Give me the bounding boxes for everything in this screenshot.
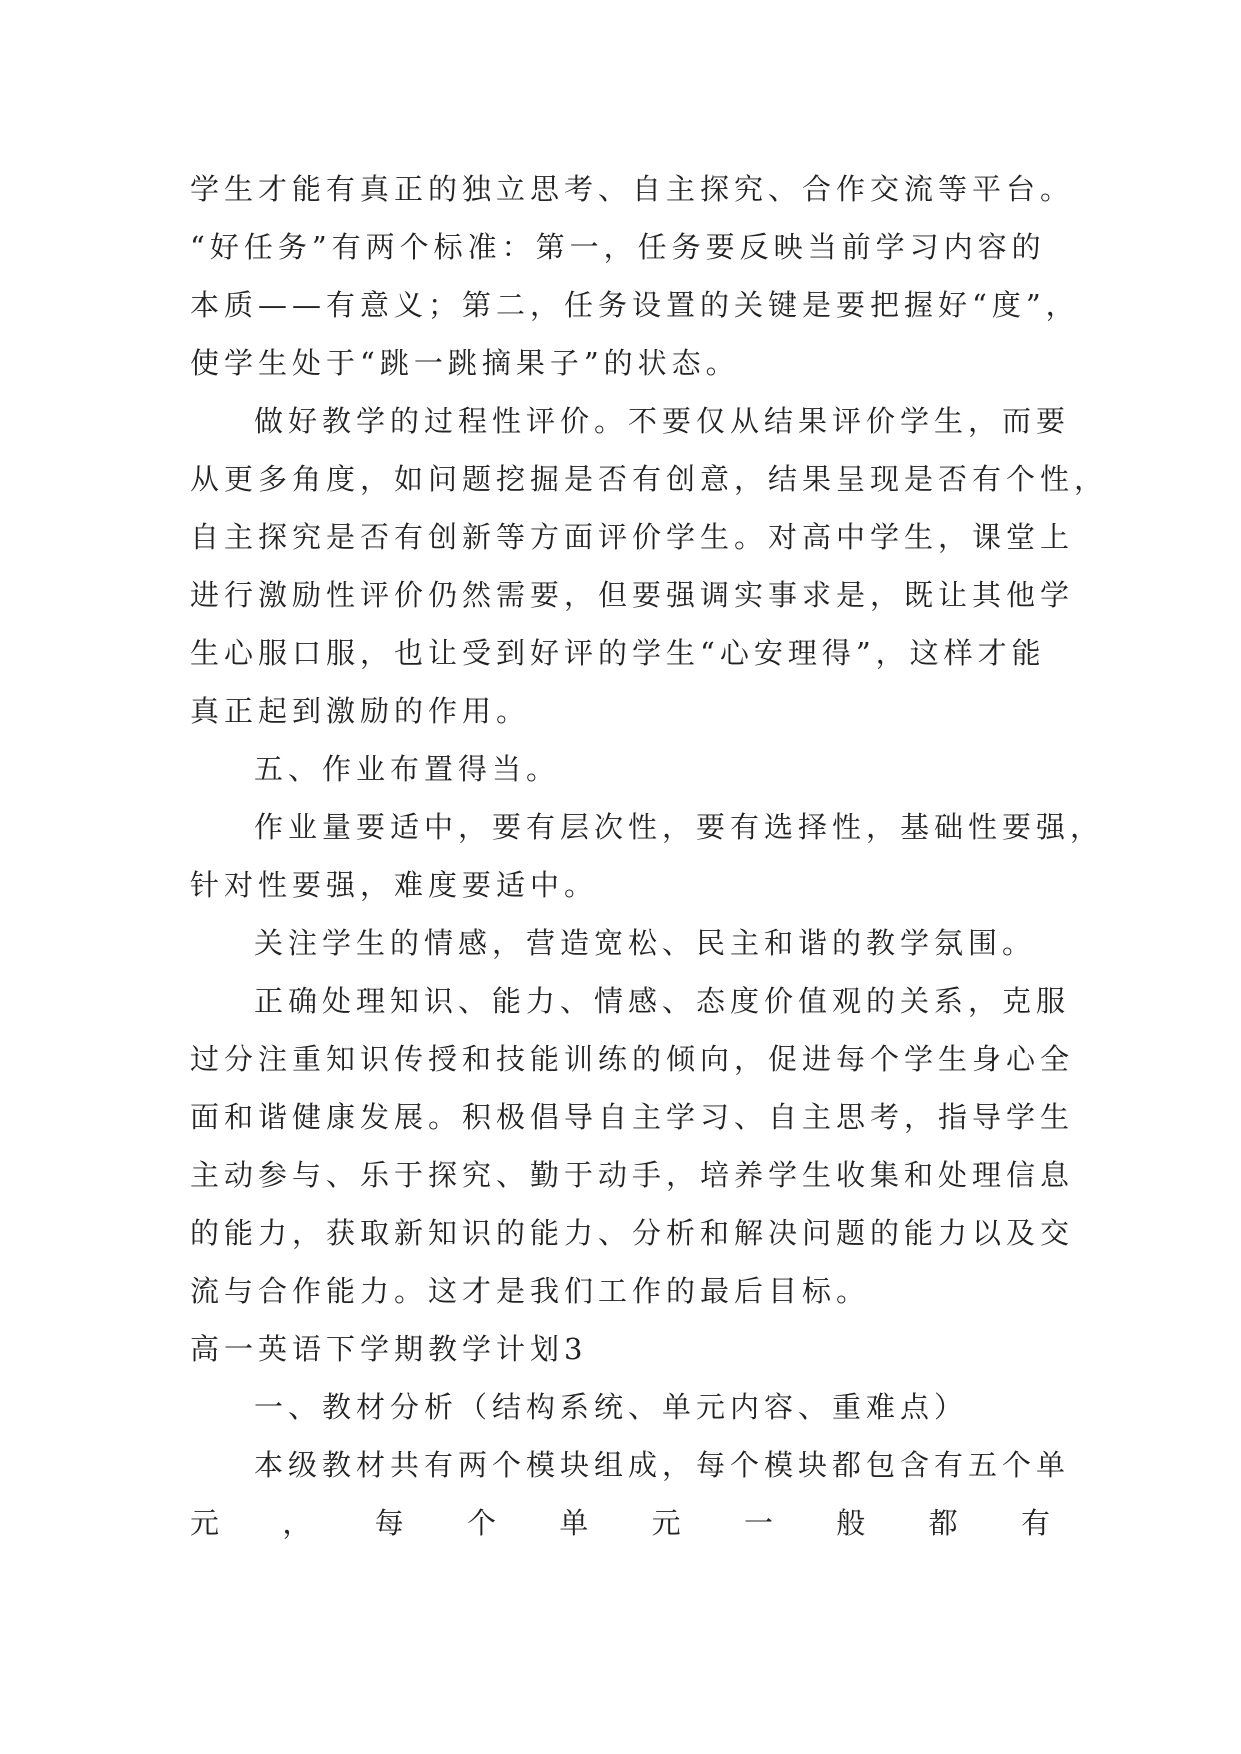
- paragraph-line: 作业量要适中，要有层次性，要有选择性，基础性要强，: [254, 810, 1105, 844]
- paragraph-line: 主动参与、乐于探究、勤于动手，培养学生收集和处理信息: [190, 1158, 1075, 1192]
- paragraph-line: 过分注重知识传授和技能训练的倾向，促进每个学生身心全: [190, 1042, 1075, 1076]
- paragraph-line: 的能力，获取新知识的能力、分析和解决问题的能力以及交: [190, 1216, 1075, 1250]
- paragraph-line: 关注学生的情感，营造宽松、民主和谐的教学氛围。: [254, 926, 1037, 960]
- paragraph-line: “好任务”有两个标准：第一，任务要反映当前学习内容的: [190, 230, 1046, 264]
- paragraph-line: 本级教材共有两个模块组成，每个模块都包含有五个单: [254, 1448, 1071, 1482]
- char: 般: [836, 1506, 866, 1540]
- paragraph-line: 从更多角度，如问题挖掘是否有创意，结果呈现是否有个性，: [190, 462, 1109, 496]
- paragraph-line: 做好教学的过程性评价。不要仅从结果评价学生，而要: [254, 404, 1071, 438]
- paragraph-line: 使学生处于“跳一跳摘果子”的状态。: [190, 346, 740, 380]
- paragraph-line: 学生才能有真正的独立思考、自主探究、合作交流等平台。: [190, 172, 1075, 206]
- paragraph-line: 针对性要强，难度要适中。: [190, 868, 599, 902]
- section-heading: 一、教材分析（结构系统、单元内容、重难点）: [254, 1390, 969, 1424]
- char: ，: [282, 1506, 312, 1540]
- char: 一: [743, 1506, 773, 1540]
- paragraph-line: 正确处理知识、能力、情感、态度价值观的关系，克服: [254, 984, 1071, 1018]
- section-heading: 五、作业布置得当。: [254, 752, 561, 786]
- char: 个: [466, 1506, 496, 1540]
- char: 元: [190, 1506, 220, 1540]
- paragraph-line: 生心服口服，也让受到好评的学生“心安理得”，这样才能: [190, 636, 1046, 670]
- char: 每: [374, 1506, 404, 1540]
- char: 单: [559, 1506, 589, 1540]
- paragraph-line: 面和谐健康发展。积极倡导自主学习、自主思考，指导学生: [190, 1100, 1075, 1134]
- document-body: [190, 160, 1109, 1552]
- paragraph-line: 流与合作能力。这才是我们工作的最后目标。: [190, 1274, 871, 1308]
- char: 元: [651, 1506, 681, 1540]
- paragraph-line: 本质——有意义；第二，任务设置的关键是要把握好“度”，: [190, 288, 1080, 322]
- justified-last-line: [190, 1494, 1050, 1552]
- char: 有: [1020, 1506, 1050, 1540]
- paragraph-line: 真正起到激励的作用。: [190, 694, 531, 728]
- document-title: 高一英语下学期教学计划3: [190, 1332, 588, 1366]
- paragraph-line: 自主探究是否有创新等方面评价学生。对高中学生，课堂上: [190, 520, 1075, 554]
- paragraph-line: 进行激励性评价仍然需要，但要强调实事求是，既让其他学: [190, 578, 1075, 612]
- char: 都: [928, 1506, 958, 1540]
